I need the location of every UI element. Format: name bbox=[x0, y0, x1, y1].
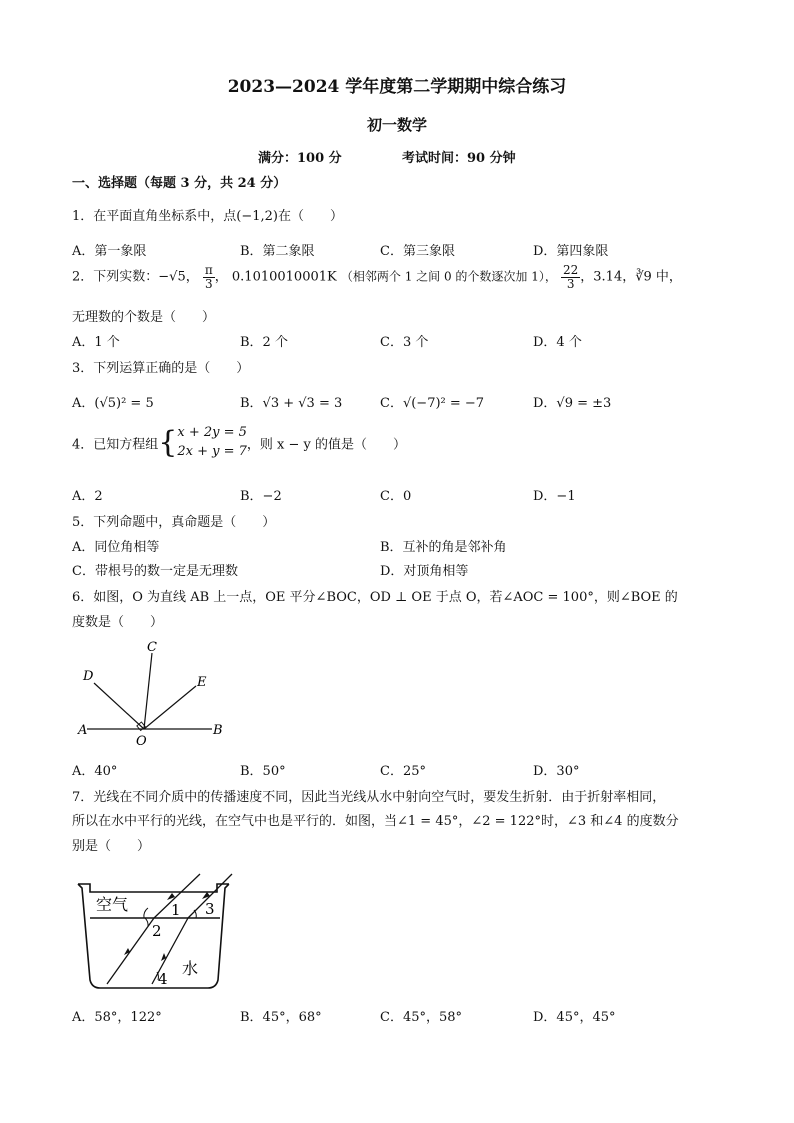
label-a: A bbox=[78, 723, 88, 738]
question-3-stem: 3．下列运算正确的是（ ） bbox=[72, 361, 250, 376]
q1-stem-b: 在（ ） bbox=[278, 209, 344, 224]
q1-option-a[interactable]: A．第一象限 bbox=[72, 244, 147, 259]
label-o: O bbox=[136, 734, 147, 749]
q2-pi-fraction: $\frac{\pi}{3}$ bbox=[204, 263, 213, 291]
q3-option-c[interactable]: C．√(−7)² = −7 bbox=[380, 396, 485, 411]
q2-line-2: 无理数的个数是（ ） bbox=[72, 310, 216, 325]
exam-time: 考试时间：90 分钟 bbox=[402, 151, 516, 166]
ray-od bbox=[94, 683, 144, 729]
q2-note: （相邻两个 1 之间 0 的个数逐次加 1）， bbox=[340, 269, 557, 284]
label-b: B bbox=[213, 723, 223, 738]
question-4-stem bbox=[72, 424, 406, 462]
ray-oc bbox=[144, 653, 152, 729]
label-angle-1: 1 bbox=[171, 901, 181, 919]
equation-1: x + 2y = 5 bbox=[177, 425, 247, 440]
section-heading: 一、选择题（每题 3 分，共 24 分） bbox=[72, 176, 287, 191]
q2-tail: ，3.14，∛9 中， bbox=[580, 269, 682, 285]
angle-1-arc bbox=[144, 908, 148, 918]
label-angle-2: 2 bbox=[152, 922, 162, 940]
question-1-stem bbox=[72, 205, 343, 224]
q1-stem-a: 1．在平面直角坐标系中，点 bbox=[72, 209, 237, 224]
q7-option-a[interactable]: A．58°，122° bbox=[72, 1010, 162, 1025]
full-score: 满分：100 分 bbox=[258, 151, 342, 166]
ray-1-water bbox=[107, 918, 154, 984]
equation-2: 2x + y = 7 bbox=[177, 443, 247, 459]
ray-oe bbox=[144, 686, 196, 729]
label-angle-3: 3 bbox=[205, 900, 215, 918]
q3-option-d[interactable]: D．√9 = ±3 bbox=[533, 396, 612, 411]
q5-option-d[interactable]: D．对顶角相等 bbox=[380, 564, 469, 579]
q2-decimal: 0.1010010001K bbox=[231, 269, 337, 285]
q1-option-d[interactable]: D．第四象限 bbox=[533, 244, 609, 259]
q2-option-d[interactable]: D．4 个 bbox=[533, 335, 582, 350]
label-d: D bbox=[83, 669, 94, 684]
q3-option-a[interactable]: A．(√5)² = 5 bbox=[72, 396, 154, 411]
exam-subtitle: 初一数学 bbox=[366, 116, 427, 134]
equation-system bbox=[177, 424, 247, 462]
q2-neg-root: −√5 bbox=[158, 269, 186, 285]
angle-3-arc bbox=[194, 910, 196, 918]
q4-option-b[interactable]: B．−2 bbox=[240, 489, 282, 504]
angle-figure bbox=[72, 636, 242, 751]
q2-lead: 2．下列实数： bbox=[72, 269, 159, 285]
question-7-line-2: 所以在水中平行的光线，在空气中也是平行的．如图，当∠1 = 45°，∠2 = 122°时，∠3 和∠4 的度数分 bbox=[72, 814, 679, 829]
q1-option-c[interactable]: C．第三象限 bbox=[380, 244, 455, 259]
label-air: 空气 bbox=[96, 895, 129, 914]
q2-option-a[interactable]: A．1 个 bbox=[72, 335, 120, 350]
q5-option-b[interactable]: B．互补的角是邻补角 bbox=[380, 540, 507, 555]
label-water: 水 bbox=[182, 959, 199, 978]
q1-option-b[interactable]: B．第二象限 bbox=[240, 244, 315, 259]
question-7-line-3: 别是（ ） bbox=[72, 839, 151, 854]
question-6-line-2: 度数是（ ） bbox=[72, 615, 164, 630]
q1-point: (−1,2) bbox=[236, 209, 278, 224]
q6-option-a[interactable]: A．40° bbox=[72, 764, 118, 779]
q7-option-b[interactable]: B．45°，68° bbox=[240, 1010, 322, 1025]
label-angle-4: 4 bbox=[158, 970, 168, 988]
q4-option-a[interactable]: A．2 bbox=[72, 489, 103, 504]
question-2-stem: 2．下列实数：−√5， $\frac{\pi}{3}$ ， 0.1010010001K （相邻两个 1 之间 0 的个数逐次加 1）， $\frac{22}{3}$ ，3.14，∛9 中， bbox=[72, 263, 682, 291]
question-7-line-1: 7．光线在不同介质中的传播速度不同，因此当光线从水中射向空气时，要发生折射．由于折射率相同， bbox=[72, 790, 666, 805]
question-5-stem: 5．下列命题中，真命题是（ ） bbox=[72, 515, 276, 530]
refraction-figure bbox=[72, 862, 242, 992]
q2-option-b[interactable]: B．2 个 bbox=[240, 335, 288, 350]
q4-lead: 4．已知方程组 bbox=[72, 437, 159, 453]
question-6-line-1: 6．如图，O 为直线 AB 上一点，OE 平分∠BOC，OD ⊥ OE 于点 O，若∠AOC = 100°，则∠BOE 的 bbox=[72, 590, 678, 605]
label-c: C bbox=[147, 640, 157, 655]
q2-fraction: $\frac{22}{3}$ bbox=[563, 263, 579, 291]
exam-title: 2023—2024 学年度第二学期期中综合练习 bbox=[227, 77, 567, 97]
q2-option-c[interactable]: C．3 个 bbox=[380, 335, 429, 350]
brace-symbol: { bbox=[158, 424, 178, 460]
q5-option-a[interactable]: A．同位角相等 bbox=[72, 540, 160, 555]
q4-tail: ，则 x − y 的值是（ ） bbox=[246, 437, 407, 453]
angle-2-arc bbox=[145, 918, 148, 926]
q4-option-c[interactable]: C．0 bbox=[380, 489, 412, 504]
q3-option-b[interactable]: B．√3 + √3 = 3 bbox=[240, 396, 343, 411]
q6-option-d[interactable]: D．30° bbox=[533, 764, 580, 779]
q6-option-b[interactable]: B．50° bbox=[240, 764, 286, 779]
q7-option-c[interactable]: C．45°，58° bbox=[380, 1010, 463, 1025]
label-e: E bbox=[197, 675, 207, 690]
q4-option-d[interactable]: D．−1 bbox=[533, 489, 576, 504]
q6-option-c[interactable]: C．25° bbox=[380, 764, 426, 779]
q7-option-d[interactable]: D．45°，45° bbox=[533, 1010, 616, 1025]
q5-option-c[interactable]: C．带根号的数一定是无理数 bbox=[72, 564, 238, 579]
